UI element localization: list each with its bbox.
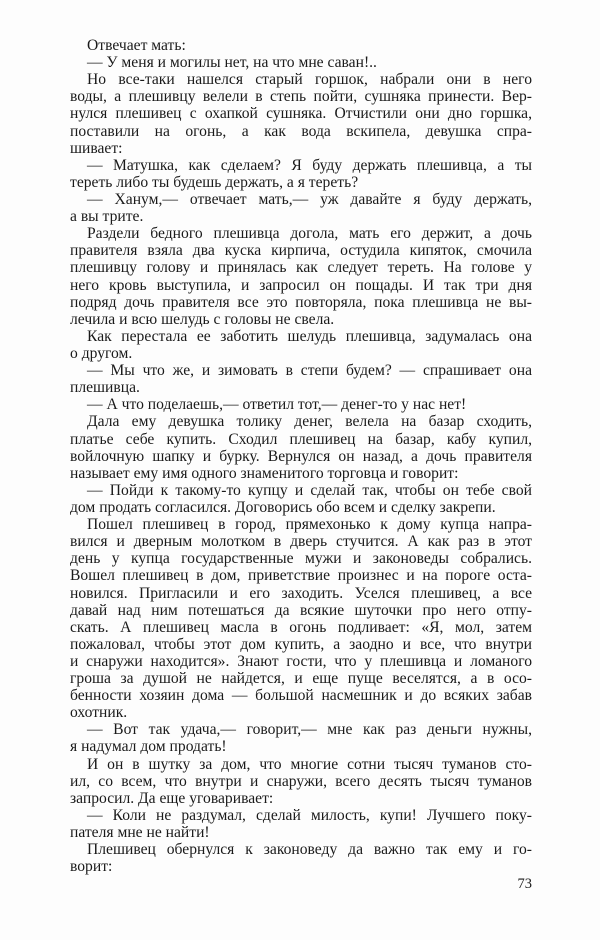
text-line: пожаловал, чтобы этот дом купить, а заодно и все, что внутри <box>70 635 532 653</box>
text-line: вился и дверным молотком в дверь стучится. А как раз в этот <box>70 533 532 551</box>
paragraph <box>70 362 532 396</box>
paragraph <box>70 37 532 54</box>
paragraph <box>70 157 532 191</box>
page-body-text <box>70 37 532 875</box>
paragraph <box>70 756 532 807</box>
text-line: — А что поделаешь,— ответил тот,— денег-то у нас нет! <box>87 396 467 414</box>
text-line: Но все-таки нашелся старый горшок, набрали они в него <box>87 71 532 89</box>
text-line: Плешивец обернулся к законоведу да важно так ему и го- <box>87 841 532 859</box>
paragraph <box>70 396 532 413</box>
text-line: а вы трите. <box>70 208 144 226</box>
text-line: пателя мне не найти! <box>70 824 210 842</box>
text-line: бенности хозяин дома — большой насмешник и до всяких забав <box>70 687 532 705</box>
text-line: лечила и всю шелудь с головы не свела. <box>70 310 335 328</box>
text-line: плешивца. <box>70 379 140 397</box>
text-line: воды, а плешивцу велели в степь пойти, сушняка принести. Вер- <box>70 88 532 106</box>
paragraph <box>70 225 532 328</box>
text-line: — Ханум,— отвечает мать,— уж давайте я буду держать, <box>87 190 532 208</box>
text-line: шивает: <box>70 139 123 157</box>
text-line: Вошел плешивец в дом, приветствие произнес и на пороге оста- <box>70 567 532 585</box>
text-line: запросил. Да еще уговаривает: <box>70 789 274 807</box>
text-line: скать. А плешивец масла в огонь подливает: «Я, мол, затем <box>70 618 532 636</box>
text-line: — Вот так удача,— говорит,— мне как раз деньги нужны, <box>87 721 532 739</box>
text-line: него кровь выступила, и запросил он пощады. И так три дня <box>70 276 532 294</box>
text-line: плешивцу голову и принялась как следует тереть. На голове у <box>70 259 532 277</box>
text-line: охотник. <box>70 704 128 722</box>
text-line: войлочную шапку и бурку. Вернулся он назад, а дочь правителя <box>70 447 532 465</box>
text-line: я надумал дом продать! <box>70 738 227 756</box>
text-line: день у купца государственные мужи и законоведы собрались. <box>70 550 532 568</box>
text-line: И он в шутку за дом, что многие сотни тысяч туманов сто- <box>87 755 532 773</box>
text-line: поставили на огонь, а как вода вскипела, девушка спра- <box>70 122 532 140</box>
paragraph <box>70 482 532 516</box>
text-line: — Коли не раздумал, сделай милость, купи! Лучшего поку- <box>87 806 532 824</box>
text-line: — Мы что же, и зимовать в степи будем? — спрашивает она <box>87 362 532 380</box>
paragraph <box>70 516 532 721</box>
text-line: давай над ним потешаться да всякие шуточки про него отпу- <box>70 601 532 619</box>
text-line: правителя взяла два куска кирпича, остудила кипяток, смочила <box>70 242 532 260</box>
text-line: новился. Пригласили и его заходить. Уселся плешивец, а все <box>70 584 532 602</box>
text-line: — У меня и могилы нет, на что мне саван!.. <box>87 54 377 72</box>
paragraph <box>70 721 532 755</box>
text-line: подряд дочь правителя все это повторяла, пока плешивца не вы- <box>70 293 532 311</box>
text-line: платье себе купить. Сходил плешивец на базар, кабу купил, <box>70 430 532 448</box>
paragraph <box>70 841 532 875</box>
text-line: о другом. <box>70 344 133 362</box>
text-line: гроша за душой не найдется, и еще пуще веселятся, а в осо- <box>70 670 532 688</box>
text-line: Пошел плешивец в город, прямехонько к дому купца напра- <box>87 516 532 534</box>
text-line: — Пойди к такому-то купцу и сделай так, чтобы он тебе свой <box>87 481 532 499</box>
text-line: называет ему имя одного знаменитого торговца и говорит: <box>70 464 459 482</box>
paragraph <box>70 191 532 225</box>
paragraph <box>70 54 532 71</box>
text-line: Отвечает мать: <box>87 37 186 54</box>
text-line: Раздели бедного плешивца догола, мать его держит, а дочь <box>87 225 532 243</box>
paragraph <box>70 413 532 481</box>
text-line: — Матушка, как сделаем? Я буду держать плешивца, а ты <box>87 156 532 174</box>
text-line: нулся плешивец с охапкой сушняка. Отчистили они дно горшка, <box>70 105 532 123</box>
text-line: Дала ему девушка толику денег, велела на базар сходить, <box>87 413 532 431</box>
text-line: дом продать согласился. Договорись обо всем и сделку закрепи. <box>70 498 496 516</box>
paragraph <box>70 807 532 841</box>
text-line: и снаружи находится». Знают гости, что у плешивца и ломаного <box>70 652 532 670</box>
text-line: ил, со всем, что внутри и снаружи, всего десять тысяч туманов <box>70 772 532 790</box>
page-number: 73 <box>517 876 532 892</box>
text-line: Как перестала ее заботить шелудь плешивца, задумалась она <box>87 327 532 345</box>
text-line: ворит: <box>70 858 113 876</box>
paragraph <box>70 71 532 157</box>
paragraph <box>70 328 532 362</box>
text-line: тереть либо ты будешь держать, а я тереть? <box>70 173 359 191</box>
